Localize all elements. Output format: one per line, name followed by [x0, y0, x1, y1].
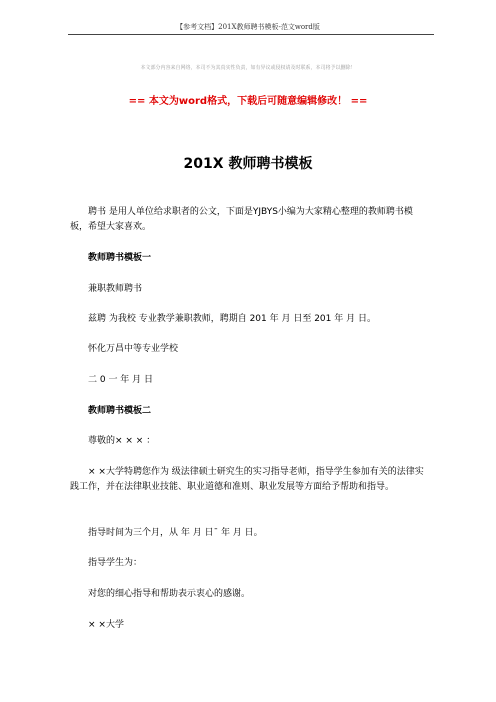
section2-period: 指导时间为三个月，从 年 月 日¯ 年 月 日。 [88, 528, 263, 538]
section1-school: 怀化万昌中等专业学校 [88, 344, 179, 354]
section2-salutation: 尊敬的× × × ： [88, 436, 156, 446]
section2-students: 指导学生为： [88, 558, 143, 568]
section2-body: × ×大学特聘您作为 级法律硕士研究生的实习指导老师，指导学生参加有关的法律实践工作，并在法律职业技能、职业道德和准则、职业发展等方面给予帮助和指导。 [70, 467, 424, 492]
disclaimer-text: 本文部分内容来自网络，本司不为其真实性负责，如有异议或侵权请及时联系，本司将予以删除！ [140, 65, 356, 71]
section2-heading: 教师聘书模板二 [88, 406, 152, 416]
word-format-banner: == 本文为word格式，下载后可随意编辑修改！ == [128, 96, 368, 107]
section1-date: 二 0 一 年 月 日 [88, 375, 154, 385]
intro-paragraph: 聘书 是用人单位给求职者的公文，下面是YJBYS小编为大家精心整理的教师聘书模板，希望大家喜欢。 [70, 207, 413, 232]
section1-heading: 教师聘书模板一 [88, 253, 152, 263]
section2-signature: × ×大学 [88, 620, 124, 630]
header-divider [68, 34, 434, 35]
document-title: 201X 教师聘书模板 [183, 156, 313, 172]
section2-thanks: 对您的细心指导和帮助表示衷心的感谢。 [88, 589, 251, 599]
section1-body: 兹聘 为我校 专业教学兼职教师，聘期自 201 年 月 日至 201 年 月 日。 [88, 314, 376, 324]
section1-subheading: 兼职教师聘书 [88, 284, 143, 294]
document-header-label: 【参考文档】201X教师聘书模板-范文word版 [176, 23, 320, 31]
